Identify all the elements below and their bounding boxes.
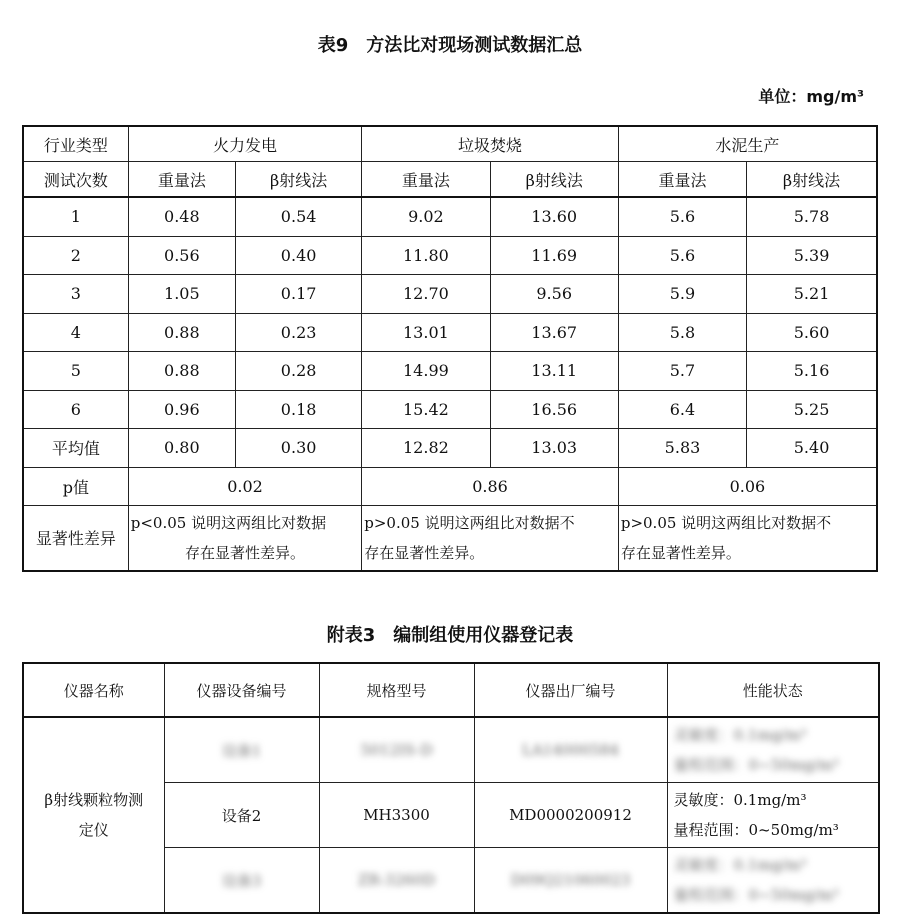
column-header: 性能状态 [667, 663, 879, 717]
p-value-cell: 0.06 [618, 467, 877, 505]
table-row [23, 313, 877, 352]
table-cell: 0.88 [128, 352, 235, 391]
device-number-cell: 设备2 [164, 783, 319, 848]
table-cell: 11.80 [362, 236, 490, 275]
table-row-p-value [23, 467, 877, 505]
industry-type-header: 行业类型 [23, 126, 128, 162]
row-label: 2 [23, 236, 128, 275]
table-row [23, 275, 877, 314]
table9-title: 表9 方法比对现场测试数据汇总 [317, 35, 583, 56]
significance-line: p>0.05 说明这两组比对数据不 [364, 513, 575, 532]
method-header: β射线法 [747, 162, 877, 198]
table-row [23, 352, 877, 391]
significance-cell [128, 505, 362, 571]
instrument-register-table [22, 662, 880, 914]
performance-line: 灵敏度：0.1mg/m³ [673, 856, 807, 874]
column-header: 仪器出厂编号 [474, 663, 667, 717]
table-cell: 0.23 [235, 313, 361, 352]
group-header-cement-production: 水泥生产 [618, 126, 877, 162]
table-cell: 1.05 [128, 275, 235, 314]
table-cell: 13.67 [490, 313, 618, 352]
comparison-data-table [22, 125, 878, 572]
table-cell: 5.25 [747, 390, 877, 429]
row-label: 1 [23, 197, 128, 236]
table-cell: 0.54 [235, 197, 361, 236]
table-cell: 0.56 [128, 236, 235, 275]
appendix-title: 附表3 编制组使用仪器登记表 [326, 625, 574, 646]
table-cell: 9.02 [362, 197, 490, 236]
significance-cell [362, 505, 619, 571]
table-cell: 5.40 [747, 429, 877, 468]
significance-line: 存在显著性差异。 [620, 543, 741, 562]
table-cell: 0.18 [235, 390, 361, 429]
table-cell: 5.9 [618, 275, 746, 314]
row-label: 平均值 [23, 429, 128, 468]
table-cell: 9.56 [490, 275, 618, 314]
table-cell: 13.60 [490, 197, 618, 236]
table-cell: 5.8 [618, 313, 746, 352]
table-cell: 0.17 [235, 275, 361, 314]
performance-line: 量程范围：0~50mg/m³ [673, 756, 839, 774]
instrument-name-line: 定仪 [78, 821, 109, 839]
group-header-thermal-power: 火力发电 [128, 126, 362, 162]
table-header-row [23, 126, 877, 162]
table-cell: 0.48 [128, 197, 235, 236]
table-cell: 0.88 [128, 313, 235, 352]
column-header: 仪器设备编号 [164, 663, 319, 717]
table-cell: 13.03 [490, 429, 618, 468]
column-header: 仪器名称 [23, 663, 164, 717]
test-count-header: 测试次数 [23, 162, 128, 198]
significance-cell [618, 505, 877, 571]
table-cell: 11.69 [490, 236, 618, 275]
table-row [23, 236, 877, 275]
table-cell: 12.70 [362, 275, 490, 314]
table-cell: 12.82 [362, 429, 490, 468]
table-subheader-row [23, 162, 877, 198]
instrument-name-line: β射线颗粒物测 [44, 791, 144, 809]
table-cell: 5.21 [747, 275, 877, 314]
significance-line: p<0.05 说明这两组比对数据 [130, 513, 327, 532]
table-cell: 0.40 [235, 236, 361, 275]
significance-label: 显著性差异 [23, 505, 128, 571]
performance-cell [667, 783, 879, 848]
table-row-significance [23, 505, 877, 571]
serial-cell: D09Q21060023 [474, 848, 667, 914]
serial-cell: MD0000200912 [474, 783, 667, 848]
table-cell: 13.01 [362, 313, 490, 352]
row-label: 3 [23, 275, 128, 314]
table-cell: 15.42 [362, 390, 490, 429]
table-cell: 0.30 [235, 429, 361, 468]
row-label: 6 [23, 390, 128, 429]
device-number-cell: 设备1 [164, 717, 319, 783]
method-header: 重量法 [362, 162, 490, 198]
device-number-cell: 设备3 [164, 848, 319, 914]
performance-line: 灵敏度：0.1mg/m³ [673, 791, 807, 809]
table-cell: 0.96 [128, 390, 235, 429]
model-cell: 5012IS-D [319, 717, 474, 783]
table-row [23, 197, 877, 236]
table-cell: 0.28 [235, 352, 361, 391]
performance-line: 量程范围：0~50mg/m³ [673, 821, 839, 839]
table-cell: 5.83 [618, 429, 746, 468]
method-header: β射线法 [235, 162, 361, 198]
method-header: 重量法 [618, 162, 746, 198]
table-cell: 5.78 [747, 197, 877, 236]
performance-cell [667, 848, 879, 914]
table-cell: 5.39 [747, 236, 877, 275]
table-cell: 13.11 [490, 352, 618, 391]
instrument-name-cell [23, 717, 164, 913]
column-header: 规格型号 [319, 663, 474, 717]
model-cell: ZR-3260D [319, 848, 474, 914]
model-cell: MH3300 [319, 783, 474, 848]
significance-line: p>0.05 说明这两组比对数据不 [620, 513, 832, 532]
row-label: 4 [23, 313, 128, 352]
serial-cell: LA14000584 [474, 717, 667, 783]
table-cell: 0.80 [128, 429, 235, 468]
row-label: 5 [23, 352, 128, 391]
table-cell: 16.56 [490, 390, 618, 429]
p-value-cell: 0.02 [128, 467, 362, 505]
significance-line: 存在显著性差异。 [184, 543, 305, 562]
table-cell: 5.6 [618, 236, 746, 275]
table-row [23, 390, 877, 429]
table-row [23, 717, 879, 783]
significance-line: 存在显著性差异。 [364, 543, 485, 562]
group-header-waste-incineration: 垃圾焚烧 [362, 126, 619, 162]
method-header: β射线法 [490, 162, 618, 198]
table-cell: 5.6 [618, 197, 746, 236]
table-cell: 5.7 [618, 352, 746, 391]
method-header: 重量法 [128, 162, 235, 198]
performance-cell [667, 717, 879, 783]
p-value-cell: 0.86 [362, 467, 619, 505]
performance-line: 灵敏度：0.1mg/m³ [673, 726, 807, 744]
table-cell: 14.99 [362, 352, 490, 391]
table-cell: 5.60 [747, 313, 877, 352]
table-header-row [23, 663, 879, 717]
table-cell: 6.4 [618, 390, 746, 429]
performance-line: 量程范围：0~50mg/m³ [673, 886, 839, 904]
table-cell: 5.16 [747, 352, 877, 391]
unit-label: 单位：mg/m³ [758, 87, 864, 106]
table-row-average [23, 429, 877, 468]
p-value-label: p值 [23, 467, 128, 505]
